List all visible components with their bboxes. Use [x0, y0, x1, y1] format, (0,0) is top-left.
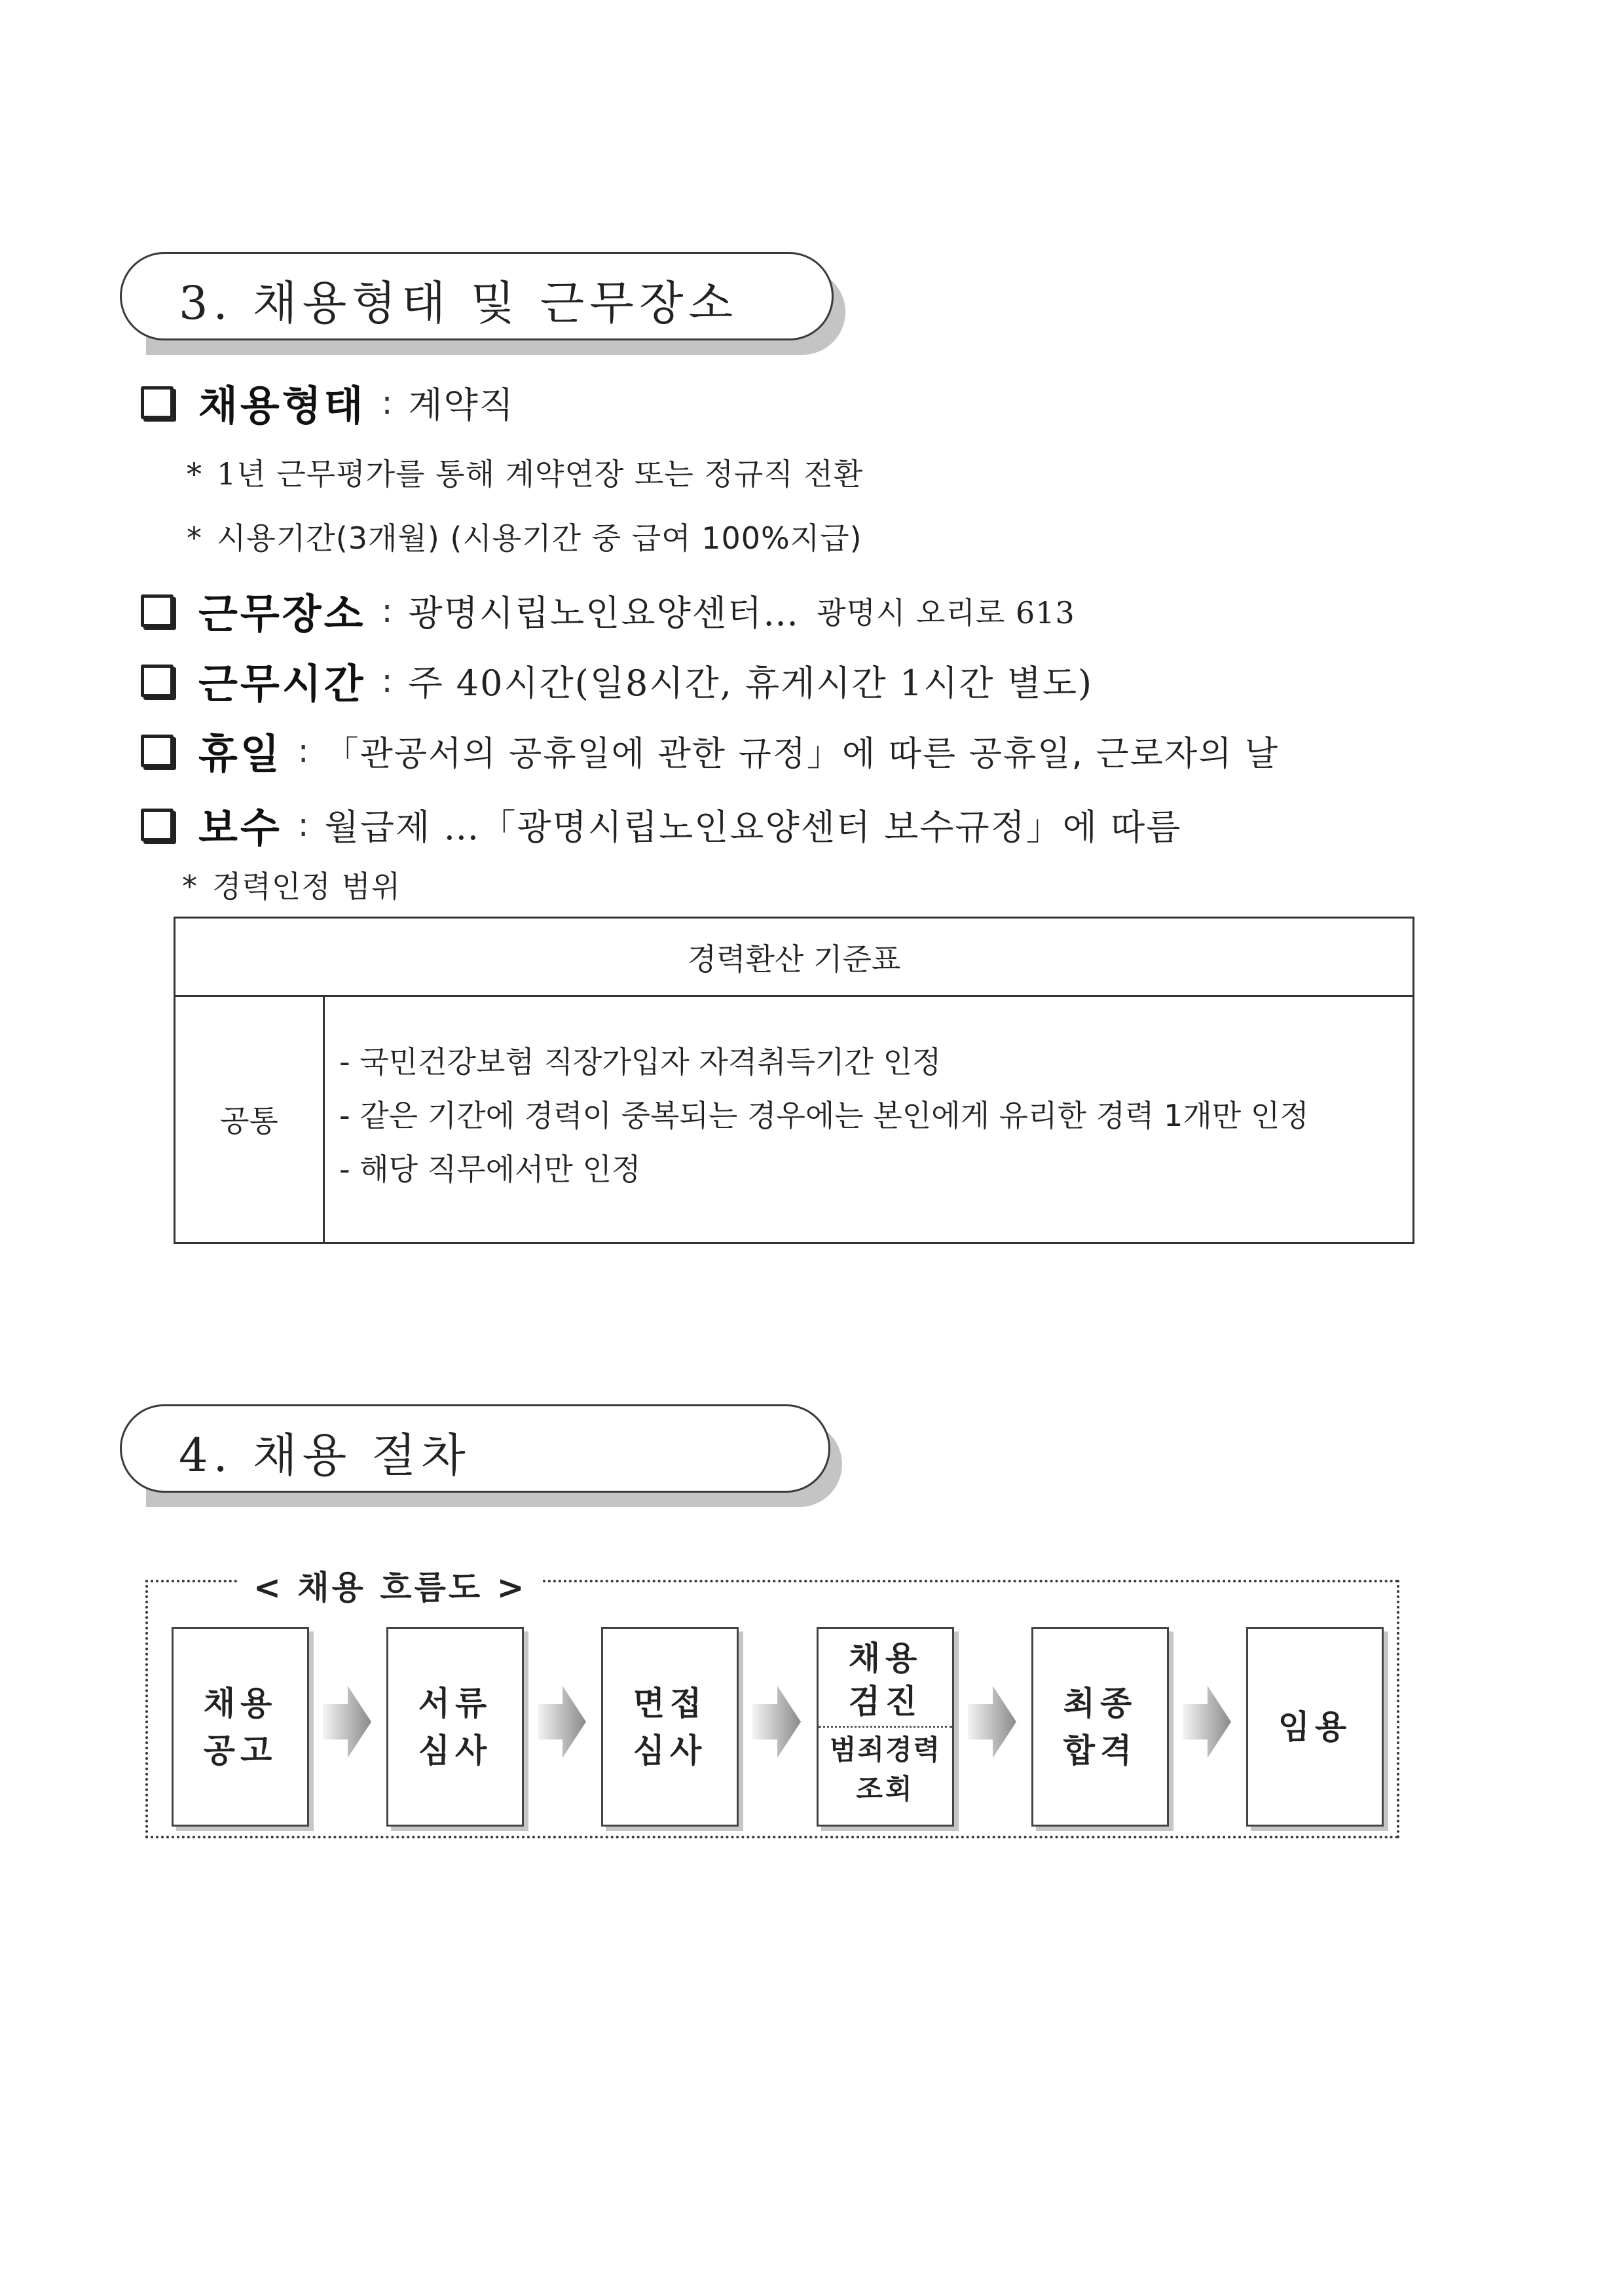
colon: : [381, 661, 393, 700]
colon: : [381, 591, 393, 630]
workplace-value: 광명시립노인요양센터… [408, 592, 800, 634]
work-hours-label: 근무시간 [198, 660, 366, 708]
workplace-row [141, 581, 1075, 640]
employment-note-1: * 1년 근무평가를 통해 계약연장 또는 정규직 전환 [187, 456, 864, 492]
checkbox-square-icon [141, 665, 174, 697]
colon: : [381, 383, 393, 422]
employment-type-row [141, 373, 515, 431]
work-hours-value: 주 40시간(일8시간, 휴게시간 1시간 별도) [408, 663, 1094, 704]
step-announcement: 채용 공고 [172, 1627, 309, 1827]
employment-type-label: 채용형태 [198, 382, 366, 429]
colon: : [297, 805, 309, 844]
pay-label: 보수 [198, 804, 282, 852]
step-health-check: 채용 검진 범죄경력 조회 [817, 1627, 954, 1827]
list-item: - 같은 기간에 경력이 중복되는 경우에는 본인에게 유리한 경력 1개만 인정 [339, 1098, 1309, 1133]
step-document-review: 서류 심사 [386, 1627, 524, 1827]
workplace-address: 광명시 오리로 613 [817, 594, 1075, 630]
checkbox-square-icon [141, 594, 174, 627]
checkbox-square-icon [141, 809, 174, 841]
right-arrow-icon [323, 1686, 371, 1758]
checkbox-square-icon [141, 735, 174, 767]
pay-value: 월급제 …「광명시립노인요양센터 보수규정」에 따름 [324, 807, 1182, 848]
career-conversion-table [174, 917, 1414, 1244]
employment-note-2: * 시용기간(3개월) (시용기간 중 급여 100%지급) [187, 520, 862, 556]
table-row-label: 공통 [175, 995, 325, 1242]
checkbox-square-icon [141, 386, 174, 419]
holiday-value: 「관공서의 공휴일에 관한 규정」에 따른 공휴일, 근로자의 날 [324, 735, 1280, 774]
right-arrow-icon [968, 1686, 1016, 1758]
holiday-row [141, 721, 1279, 780]
right-arrow-icon [1183, 1686, 1231, 1758]
right-arrow-icon [752, 1686, 801, 1758]
flow-chart-title: < 채용 흐름도 > [239, 1561, 542, 1609]
pay-row [141, 795, 1181, 854]
divider [819, 1726, 952, 1728]
employment-type-value: 계약직 [408, 384, 515, 426]
list-item: - 국민건강보험 직장가입자 자격취득기간 인정 [339, 1044, 942, 1080]
right-arrow-icon [538, 1686, 586, 1758]
workplace-label: 근무장소 [198, 590, 366, 638]
step-appointment: 임용 [1246, 1627, 1384, 1827]
holiday-label: 휴일 [198, 730, 282, 778]
colon: : [297, 731, 309, 770]
table-header: 경력환산 기준표 [175, 919, 1412, 997]
section-4-title: 4. 채용 절차 [179, 1429, 471, 1482]
pay-note: * 경력인정 범위 [182, 869, 401, 904]
section-3-header [120, 252, 834, 340]
work-hours-row [141, 651, 1093, 710]
step-interview: 면접 심사 [601, 1627, 739, 1827]
section-3-title: 3. 채용형태 및 근무장소 [179, 276, 739, 330]
table-items [339, 1035, 1309, 1196]
section-4-header [120, 1404, 830, 1493]
list-item: - 해당 직무에서만 인정 [339, 1152, 641, 1187]
step-final-pass: 최종 합격 [1031, 1627, 1169, 1827]
